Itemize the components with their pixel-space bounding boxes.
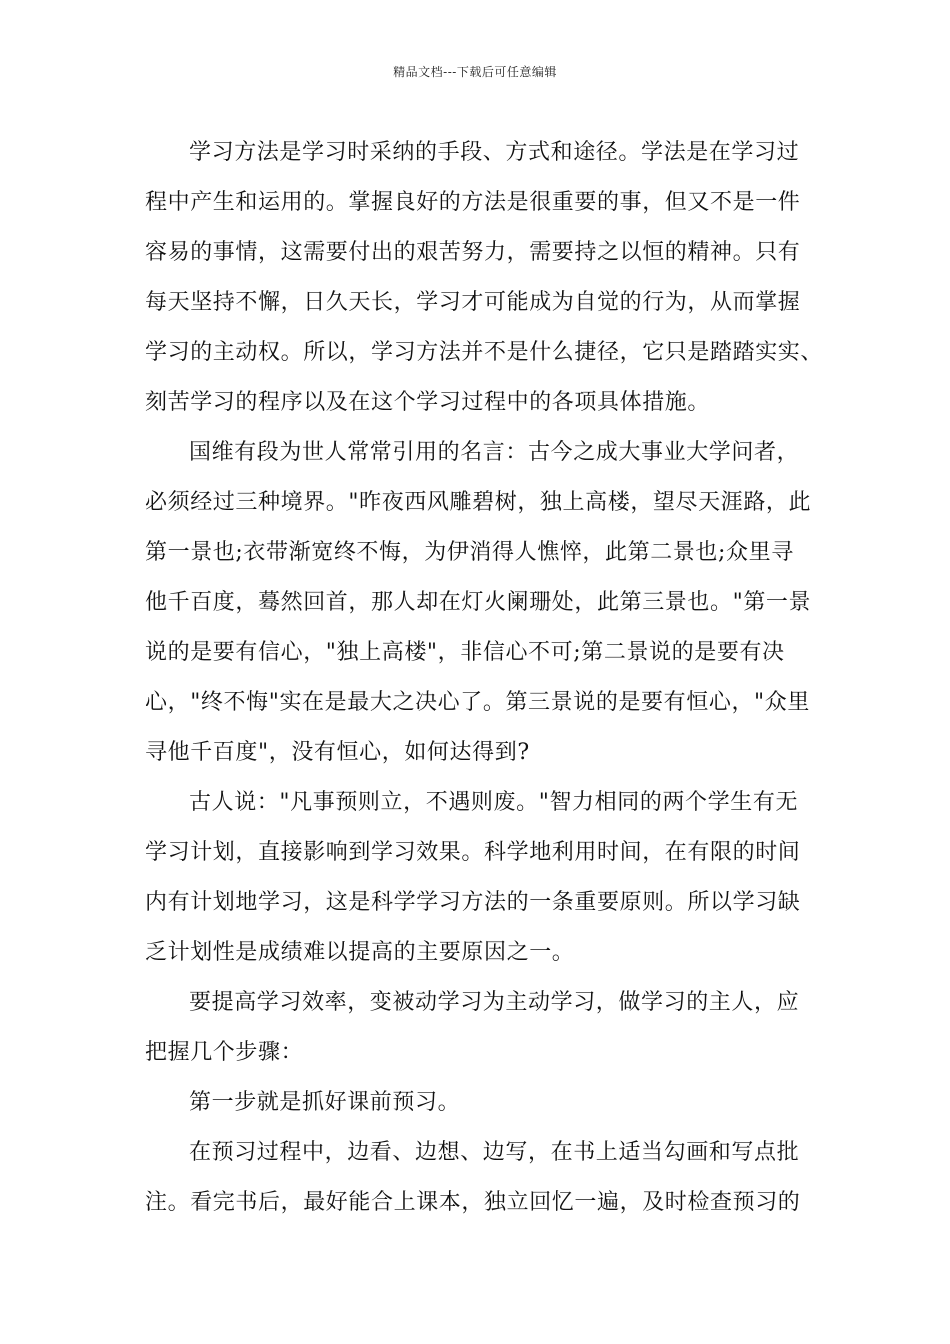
text-line: 容易的事情，这需要付出的艰苦努力，需要持之以恒的精神。只有 [145, 240, 801, 265]
text-line: 注。看完书后，最好能合上课本，独立回忆一遍，及时检查预习的 [145, 1190, 801, 1215]
text-line: 在预习过程中，边看、边想、边写，在书上适当勾画和写点批 [189, 1140, 800, 1165]
text-line: 学习方法是学习时采纳的手段、方式和途径。学法是在学习过 [189, 140, 800, 165]
text-line: 他千百度，蓦然回首，那人却在灯火阑珊处，此第三景也。"第一景 [145, 590, 812, 615]
text-line: 心，"终不悔"实在是最大之决心了。第三景说的是要有恒心，"众里 [145, 690, 810, 715]
text-line: 第一景也;衣带渐宽终不悔，为伊消得人憔悴，此第二景也;众里寻 [145, 540, 794, 565]
text-line: 内有计划地学习，这是科学学习方法的一条重要原则。所以学习缺 [145, 890, 801, 915]
text-line: 第一步就是抓好课前预习。 [189, 1090, 461, 1115]
text-line: 说的是要有信心，"独上高楼"，非信心不可;第二景说的是要有决 [145, 640, 785, 665]
document-body [145, 128, 824, 1228]
text-line: 要提高学习效率，变被动学习为主动学习，做学习的主人，应 [189, 990, 800, 1015]
text-line: 每天坚持不懈，日久天长，学习才可能成为自觉的行为，从而掌握 [145, 290, 801, 315]
text-line: 寻他千百度"，没有恒心，如何达得到? [145, 740, 530, 765]
page-header: 精品文档---下载后可任意编辑 [393, 65, 557, 79]
text-line: 学习的主动权。所以，学习方法并不是什么捷径，它只是踏踏实实、 [145, 340, 824, 365]
text-line: 程中产生和运用的。掌握良好的方法是很重要的事，但又不是一件 [145, 190, 801, 215]
text-line: 乏计划性是成绩难以提高的主要原因之一。 [145, 940, 575, 965]
text-line: 刻苦学习的程序以及在这个学习过程中的各项具体措施。 [145, 390, 711, 415]
text-line: 古人说："凡事预则立，不遇则废。"智力相同的两个学生有无 [189, 790, 799, 815]
text-line: 把握几个步骤： [145, 1040, 304, 1065]
text-line: 学习计划，直接影响到学习效果。科学地利用时间，在有限的时间 [145, 840, 801, 865]
text-line: 必须经过三种境界。"昨夜西风雕碧树，独上高楼，望尽天涯路，此 [145, 490, 812, 515]
text-line: 国维有段为世人常常引用的名言：古今之成大事业大学问者， [189, 440, 800, 465]
